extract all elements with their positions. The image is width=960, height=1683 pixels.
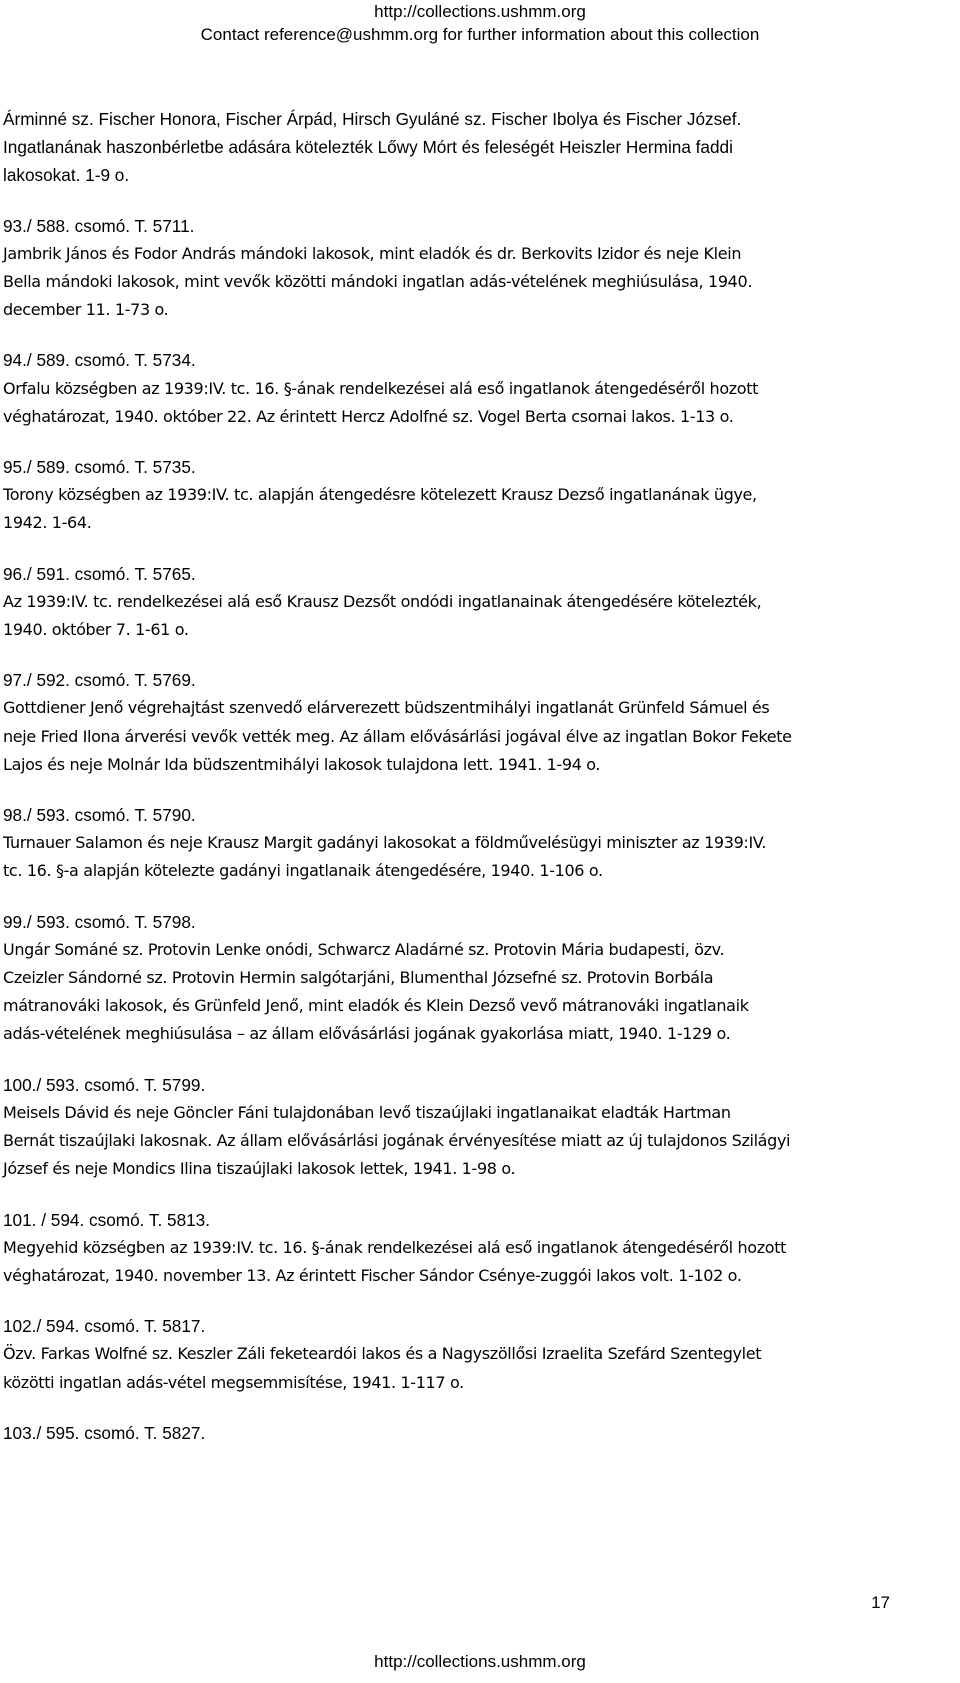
entry-text-line: Megyehid községben az 1939:IV. tc. 16. §-ának rendelkezései alá eső ingatlanok átengedéséről hozott <box>3 1237 787 1257</box>
footer-url: http://collections.ushmm.org <box>374 1652 586 1671</box>
entry-text-line: Meisels Dávid és neje Göncler Fáni tulajdonában levő tiszaújlaki ingatlanaikat eladták Hartman <box>3 1102 731 1122</box>
entry-text-line: Lajos és neje Molnár Ida büdszentmihályi lakosok tulajdona lett. 1941. 1-94 o. <box>3 754 601 774</box>
entry-reference: 100./ 593. csomó. T. 5799. <box>3 1074 206 1095</box>
entry-text-line: véghatározat, 1940. november 13. Az érintett Fischer Sándor Csénye-zuggói lakos volt. 1-102 o. <box>3 1265 742 1285</box>
entry-reference: 97./ 592. csomó. T. 5769. <box>3 670 196 691</box>
entry-text-line: közötti ingatlan adás-vétel megsemmisítése, 1941. 1-117 o. <box>3 1372 464 1392</box>
entry-text-line: Az 1939:IV. tc. rendelkezései alá eső Krausz Dezsőt ondódi ingatlanainak átengedésére kötelezték, <box>3 591 762 611</box>
document-body <box>3 105 908 1469</box>
catalog-entry <box>3 666 908 779</box>
catalog-entry <box>3 1071 908 1184</box>
catalog-entry <box>3 1206 908 1291</box>
catalog-entry <box>3 346 908 431</box>
entry-reference: 96./ 591. csomó. T. 5765. <box>3 563 196 584</box>
entry-reference: 94./ 589. csomó. T. 5734. <box>3 350 196 371</box>
page-number: 17 <box>871 1593 890 1612</box>
catalog-entry <box>3 105 908 190</box>
entry-text-line: december 11. 1-73 o. <box>3 300 169 320</box>
entry-reference: 101. / 594. csomó. T. 5813. <box>3 1209 211 1230</box>
entry-text-line: Bella mándoki lakosok, mint vevők közötti mándoki ingatlan adás-vételének meghiúsulása, 1940. <box>3 272 753 292</box>
entry-text-line: mátranováki lakosok, és Grünfeld Jenő, mint eladók és Klein Dezső vevő mátranováki ingatlanaik <box>3 996 749 1016</box>
catalog-entry <box>3 908 908 1049</box>
entry-text-line: Gottdiener Jenő végrehajtást szenvedő elárverezett büdszentmihályi ingatlanát Grünfeld Sámuel és <box>3 698 770 718</box>
catalog-entry <box>3 453 908 538</box>
entry-reference: 93./ 588. csomó. T. 5711. <box>3 215 195 236</box>
entry-text-line: lakosokat. 1-9 o. <box>3 165 130 186</box>
entry-text-line: 1940. október 7. 1-61 o. <box>3 620 189 640</box>
entry-text-line: 1942. 1-64. <box>3 513 92 533</box>
entry-text-line: József és neje Mondics Ilina tiszaújlaki lakosok lettek, 1941. 1-98 o. <box>3 1159 516 1179</box>
entry-text-line: Jambrik János és Fodor András mándoki lakosok, mint eladók és dr. Berkovits Izidor és neje Klein <box>3 243 742 263</box>
entry-reference: 99./ 593. csomó. T. 5798. <box>3 911 196 932</box>
entry-text-line: Turnauer Salamon és neje Krausz Margit gadányi lakosokat a földművelésügyi miniszter az 1939:IV. <box>3 833 767 853</box>
entry-text-line: Czeizler Sándorné sz. Protovin Hermin salgótarjáni, Blumenthal Józsefné sz. Protovin Borbála <box>3 968 714 988</box>
entry-text-line: Ungár Sománé sz. Protovin Lenke onódi, Schwarcz Aladárné sz. Protovin Mária budapesti, özv. <box>3 939 725 959</box>
entry-text-line: adás-vételének meghiúsulása – az állam elővásárlási jogának gyakorlása miatt, 1940. 1-129 o. <box>3 1024 731 1044</box>
entry-reference: 95./ 589. csomó. T. 5735. <box>3 457 196 478</box>
catalog-entry <box>3 1419 908 1447</box>
entry-text-line: Orfalu községben az 1939:IV. tc. 16. §-ának rendelkezései alá eső ingatlanok átengedéséről hozott <box>3 378 759 398</box>
entry-text-line: tc. 16. §-a alapján kötelezte gadányi ingatlanaik átengedésére, 1940. 1-106 o. <box>3 861 603 881</box>
entry-text-line: Árminné sz. Fischer Honora, Fischer Árpád, Hirsch Gyuláné sz. Fischer Ibolya és Fischer József. <box>3 109 742 129</box>
entry-text-line: Ingatlanának haszonbérletbe adására kötelezték Lőwy Mórt és feleségét Heiszler Hermina faddi <box>3 137 733 158</box>
page-header <box>0 0 960 46</box>
header-contact: Contact reference@ushmm.org for further information about this collection <box>200 25 760 44</box>
entry-text-line: Torony községben az 1939:IV. tc. alapján átengedésre kötelezett Krausz Dezső ingatlanának ügye, <box>3 485 757 505</box>
catalog-entry <box>3 212 908 325</box>
entry-text-line: Bernát tiszaújlaki lakosnak. Az állam elővásárlási jogának érvényesítése miatt az új tulajdonos Szilágyi <box>3 1131 791 1151</box>
entry-reference: 102./ 594. csomó. T. 5817. <box>3 1316 206 1337</box>
entry-reference: 103./ 595. csomó. T. 5827. <box>3 1422 206 1443</box>
entry-text-line: véghatározat, 1940. október 22. Az érintett Hercz Adolfné sz. Vogel Berta csornai lakos. 1-13 o. <box>3 406 734 426</box>
catalog-entry <box>3 801 908 886</box>
catalog-entry <box>3 560 908 645</box>
entry-text-line: neje Fried Ilona árverési vevők vették meg. Az állam elővásárlási jogával élve az ingatlan Bokor Fekete <box>3 726 792 746</box>
catalog-entry <box>3 1312 908 1397</box>
entry-text-line: Özv. Farkas Wolfné sz. Keszler Záli feketeardói lakos és a Nagyszöllősi Izraelita Szefárd Szentegylet <box>3 1344 762 1364</box>
entry-reference: 98./ 593. csomó. T. 5790. <box>3 805 196 826</box>
header-url: http://collections.ushmm.org <box>374 2 586 21</box>
